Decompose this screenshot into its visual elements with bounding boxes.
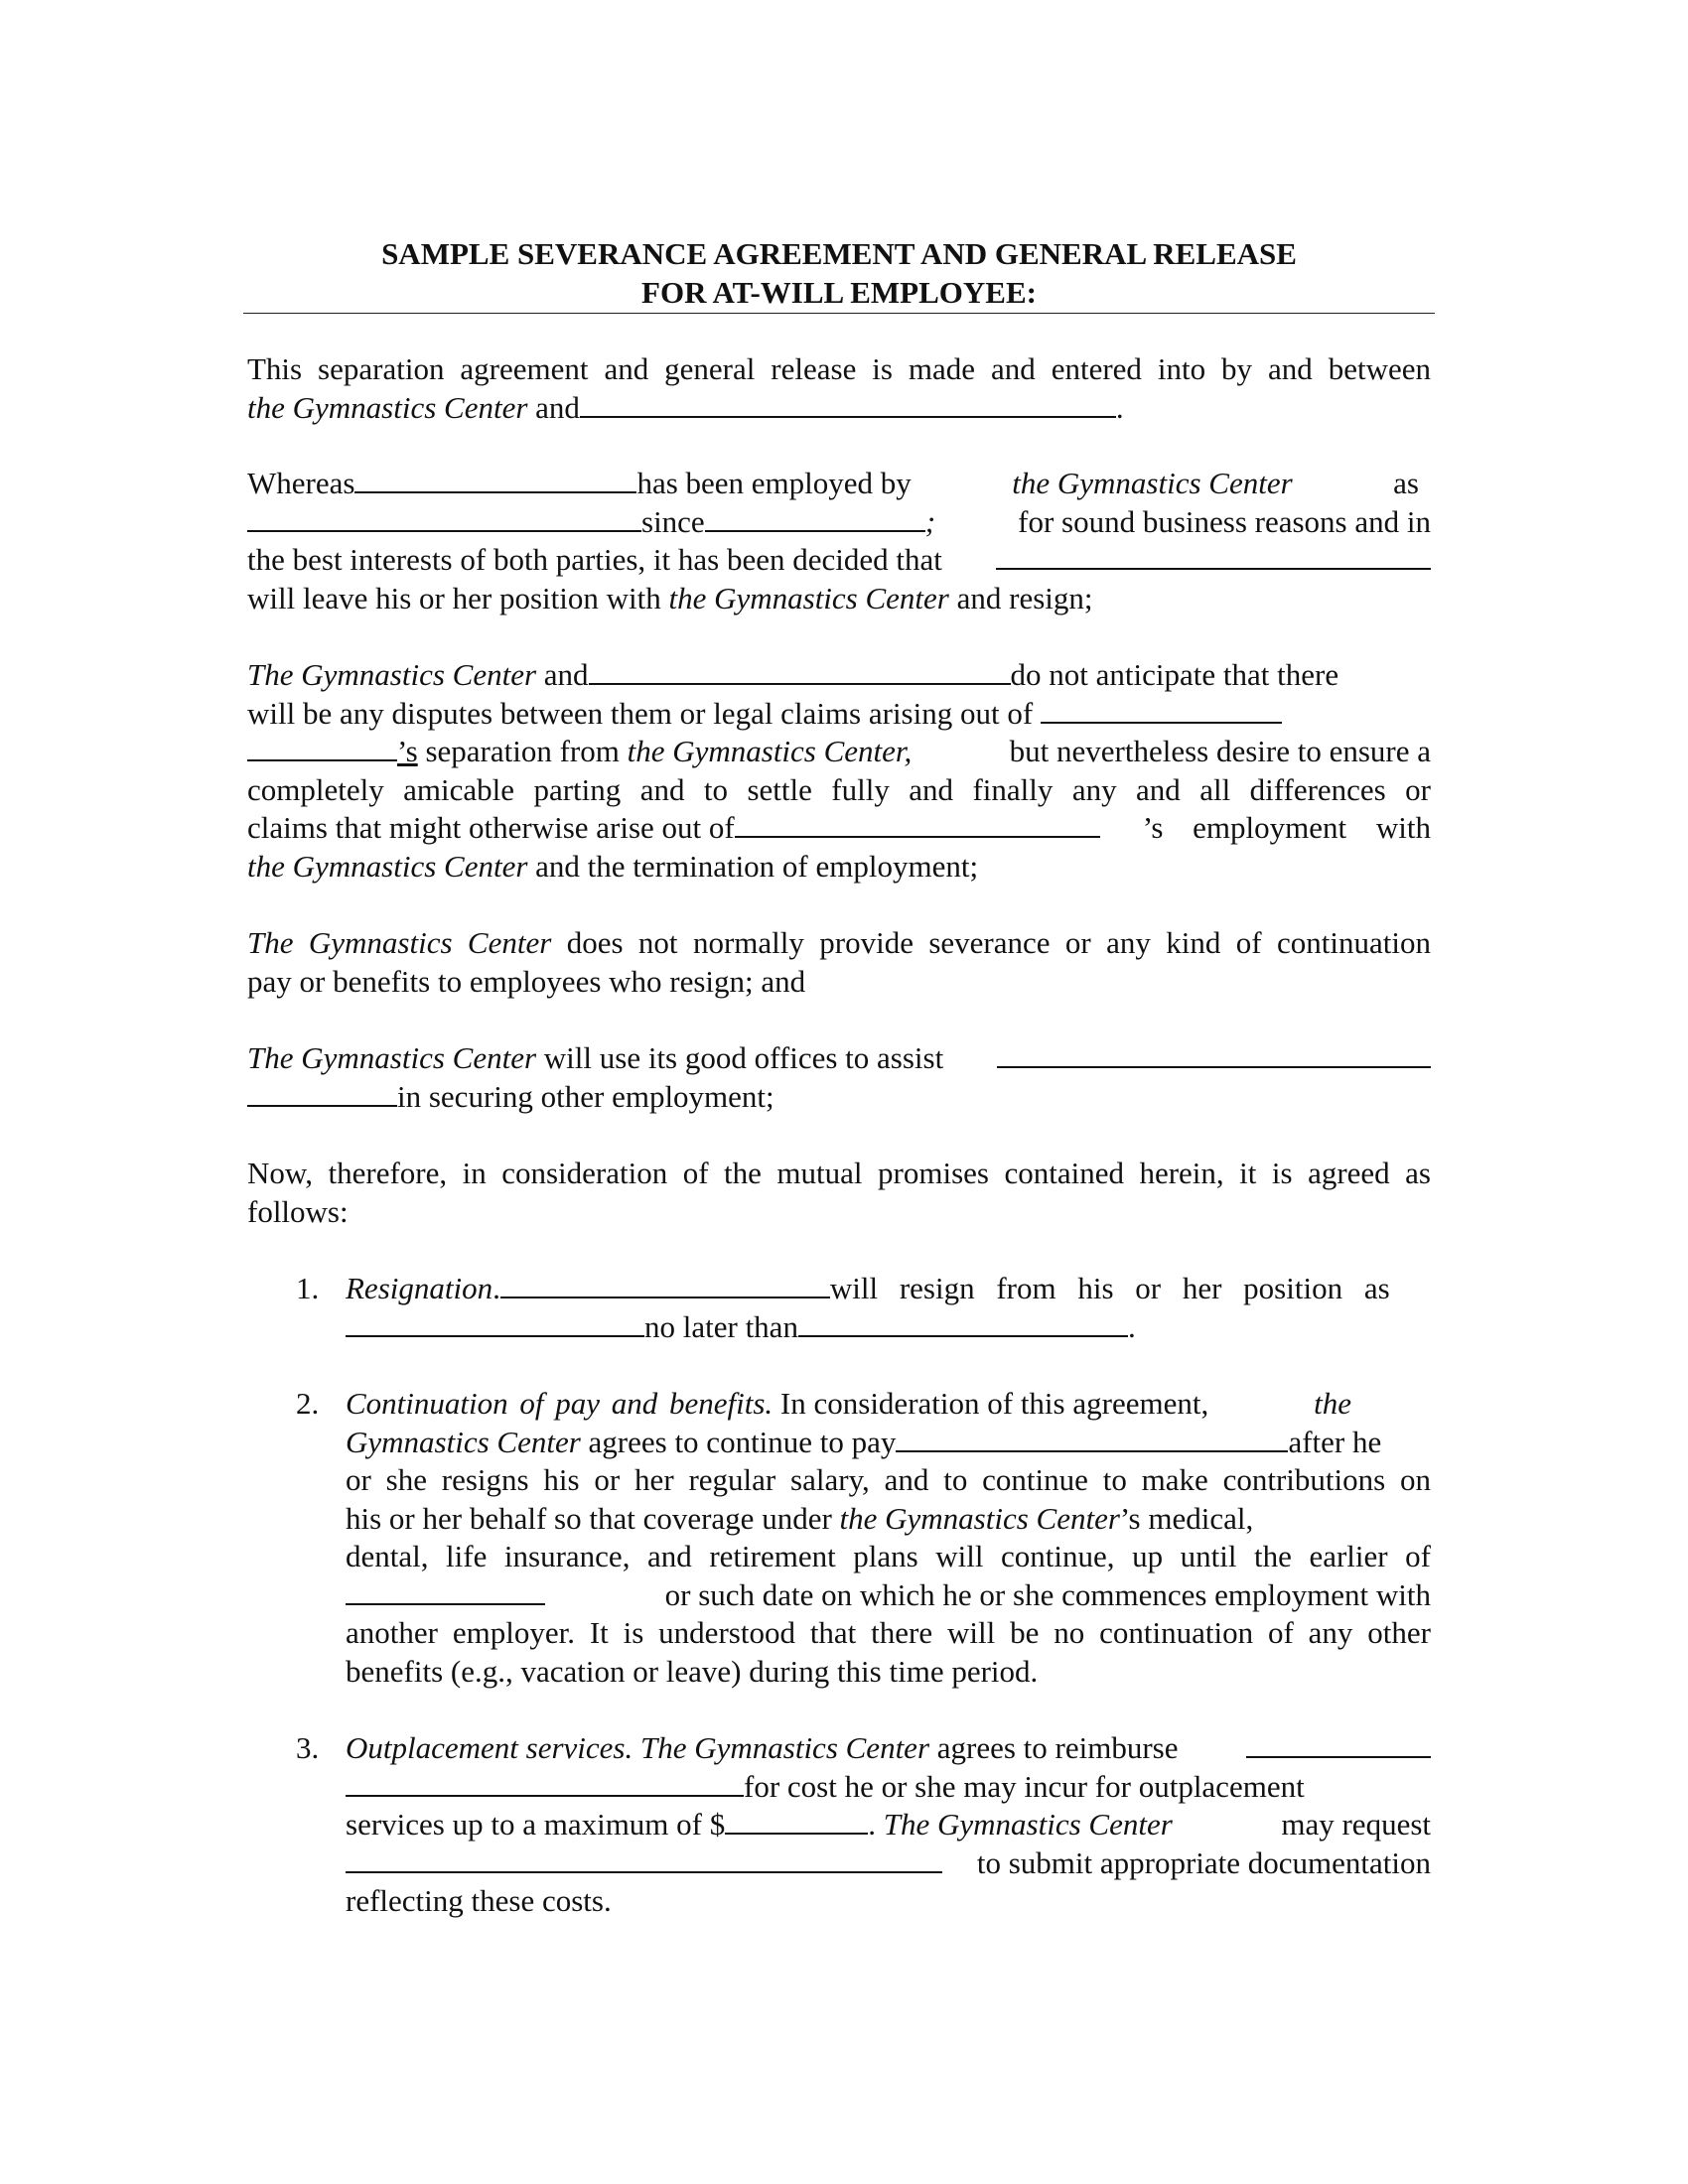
item-2-salary-text: or she resigns his or her regular salary, and to continue to make contributions on (346, 1462, 1431, 1497)
whereas-line-2 (247, 503, 1431, 542)
item-3-period: . (868, 1807, 876, 1842)
item-1-line-2 (346, 1308, 1431, 1347)
item-2-line-2 (346, 1424, 1431, 1462)
org-name: the Gymnastics Center (1012, 466, 1293, 500)
item-1-resign-text: will resign from his or her position as (829, 1271, 1390, 1305)
org-name: The Gymnastics Center (247, 925, 552, 960)
blank-employee-name-10[interactable] (500, 1270, 830, 1298)
disputes-employment-text: ’s employment with (1142, 810, 1431, 845)
blank-employee-name-2[interactable] (354, 465, 636, 493)
item-2-group-4 (346, 1500, 1253, 1539)
item-2-plans-text: dental, life insurance, and retirement plans will continue, up until the earlier of (346, 1539, 1431, 1573)
whereas-line-1 (247, 465, 1419, 503)
disputes-line-2 (247, 695, 1431, 734)
org-name: the Gymnastics Center, (627, 734, 913, 768)
org-name-part: Gymnastics Center (346, 1424, 581, 1459)
whereas-line-4 (247, 580, 1431, 618)
item-1-group (346, 1270, 1390, 1308)
org-name: The Gymnastics Center (247, 657, 537, 692)
blank-employee-name-9[interactable] (247, 1078, 397, 1107)
item-3-group-2 (346, 1768, 1305, 1807)
blank-end-date[interactable] (346, 1576, 545, 1605)
disputes-arise-text: claims that might otherwise arise out of (247, 810, 735, 845)
blank-resign-date[interactable] (798, 1308, 1128, 1337)
item-3-line-4 (346, 1844, 1431, 1883)
whereas-since-group (247, 503, 935, 542)
item-3-line-3 (346, 1806, 1431, 1844)
blank-employee-name-8[interactable] (997, 1039, 1431, 1068)
blank-position-2[interactable] (346, 1308, 644, 1337)
whereas-line-3 (247, 541, 1431, 580)
item-2-benefits-text: benefits (e.g., vacation or leave) during this time period. (346, 1653, 1039, 1689)
org-name: the Gymnastics Center (668, 580, 949, 615)
disputes-group-5 (247, 809, 1100, 848)
item-3-group (346, 1729, 1179, 1768)
item-1-heading: Resignation (346, 1271, 493, 1305)
whereas-label-group (247, 465, 912, 503)
org-name: the Gymnastics Center (839, 1500, 1120, 1536)
item-2-line-1 (346, 1385, 1351, 1424)
disputes-line-5 (247, 809, 1431, 848)
whereas-reasons-text: for sound business reasons and in (1018, 503, 1431, 539)
item-1-number: 1. (296, 1271, 320, 1305)
whereas-as: as (1393, 466, 1419, 500)
item-1-line-1 (346, 1270, 1419, 1308)
item-3-line-5 (346, 1882, 1431, 1921)
item-2-group-2 (346, 1424, 1381, 1462)
item-3-line-2 (346, 1768, 1370, 1807)
disputes-line-1 (247, 656, 1431, 695)
therefore-line-2 (247, 1193, 1431, 1232)
item-3-line-1 (346, 1729, 1431, 1768)
whereas-since: since (641, 503, 705, 539)
whereas-employed-text: has been employed by (636, 466, 912, 500)
org-name: the Gymnastics Center (247, 848, 528, 884)
intro-text: This separation agreement and general release is made and entered into by and between (247, 351, 1431, 386)
item-3-request-text: may request (1281, 1807, 1431, 1842)
severance-text: does not normally provide severance or any kind of continuation (566, 925, 1431, 960)
therefore-text: Now, therefore, in consideration of the mutual promises contained herein, it is agreed as (247, 1156, 1431, 1190)
item-2-employer-text: another employer. It is understood that there will be no continuation of any other (346, 1615, 1431, 1650)
item-2-consideration-text: In consideration of this agreement, (779, 1386, 1209, 1421)
therefore-follows: follows: (247, 1193, 349, 1229)
blank-position[interactable] (247, 503, 641, 532)
item-2-after-he: after he (1288, 1424, 1382, 1459)
item-3-group-3 (346, 1806, 1173, 1844)
org-name: the Gymnastics Center (247, 389, 528, 425)
blank-employee-name-5[interactable] (1041, 695, 1282, 724)
item-3-submit-text: to submit appropriate documentation (976, 1844, 1431, 1880)
title-divider (243, 313, 1435, 314)
whereas-semicolon: ; (924, 503, 936, 539)
item-2-line-4 (346, 1500, 1392, 1539)
blank-employee-name-12[interactable] (346, 1768, 744, 1797)
org-name: The Gymnastics Center (247, 1040, 537, 1075)
item-2-commences-text: or such date on which he or she commences employment with (664, 1576, 1431, 1612)
assist-line-2 (247, 1078, 1431, 1117)
severance-text-2: pay or benefits to employees who resign; and (247, 963, 806, 999)
intro-period: . (1115, 389, 1124, 425)
disputes-line-6 (247, 848, 1431, 887)
org-name: The Gymnastics Center (639, 1730, 930, 1765)
disputes-amicable-text: completely amicable parting and to settle fully and finally any and all differences or (247, 771, 1431, 807)
disputes-possessive: ’s (397, 734, 418, 768)
whereas-resign-text: and resign; (956, 580, 1093, 615)
severance-line-2 (247, 963, 1431, 1002)
disputes-separation-text: separation from (425, 734, 620, 768)
assist-text-2: in securing other employment; (397, 1078, 774, 1114)
blank-employee-name-4[interactable] (589, 656, 1011, 685)
disputes-claims-text: will be any disputes between them or legal claims arising out of (247, 695, 1034, 731)
item-2-line-6 (346, 1576, 1431, 1615)
item-3-cost-text: for cost he or she may incur for outplacement (744, 1768, 1305, 1804)
item-3-reimburse-text: agrees to reimburse (936, 1730, 1179, 1765)
disputes-termination-text: and the termination of employment; (535, 848, 979, 884)
assist-group (247, 1039, 943, 1078)
intro-and: and (535, 389, 580, 425)
item-1-end-period: . (1127, 1308, 1136, 1344)
blank-employee-name-6[interactable] (247, 733, 397, 761)
blank-employee-name-7[interactable] (735, 809, 1100, 838)
disputes-and: and (543, 657, 589, 692)
item-3-maximum-text: services up to a maximum of $ (346, 1807, 726, 1842)
item-2-medical-text: ’s medical, (1119, 1500, 1254, 1536)
blank-employee-name-13[interactable] (346, 1844, 942, 1873)
item-2-pay-text: agrees to continue to pay (588, 1424, 897, 1459)
item-3-heading: Outplacement services. (346, 1730, 633, 1765)
blank-max-amount[interactable] (725, 1806, 868, 1835)
item-2-heading: Continuation of pay and benefits. (346, 1386, 774, 1421)
disputes-desire-text: but nevertheless desire to ensure a (1009, 734, 1431, 768)
blank-employee-name-3[interactable] (996, 541, 1431, 570)
assist-text: will use its good offices to assist (543, 1040, 944, 1075)
disputes-group-1 (247, 656, 1338, 695)
whereas-label: Whereas (247, 466, 355, 500)
blank-pay-duration[interactable] (896, 1424, 1288, 1452)
blank-employee-name[interactable] (580, 389, 1116, 418)
org-name-part: the (1314, 1386, 1351, 1421)
item-3-number: 3. (296, 1730, 320, 1765)
disputes-group-3 (247, 733, 912, 771)
item-2-line-8 (346, 1653, 1431, 1692)
document-title (243, 234, 1435, 312)
blank-start-date[interactable] (705, 503, 925, 532)
intro-paragraph-line-2 (247, 389, 1431, 428)
whereas-leave-text: will leave his or her position with (247, 580, 661, 615)
item-2-number: 2. (296, 1386, 320, 1421)
blank-employee-name-11[interactable] (1246, 1729, 1431, 1758)
disputes-line-3 (247, 733, 1431, 771)
org-name: The Gymnastics Center (883, 1807, 1173, 1842)
disputes-anticipate-text: do not anticipate that there (1010, 657, 1339, 692)
item-1-no-later-than: no later than (644, 1308, 798, 1344)
title-line-2: FOR AT-WILL EMPLOYEE: (641, 275, 1037, 310)
item-2-group (346, 1385, 1208, 1424)
item-1-period: . (492, 1271, 500, 1305)
title-line-1: SAMPLE SEVERANCE AGREEMENT AND GENERAL RELEASE (381, 236, 1297, 271)
item-3-costs-text: reflecting these costs. (346, 1883, 612, 1918)
item-2-coverage-text: his or her behalf so that coverage under (346, 1500, 832, 1536)
assist-line-1 (247, 1039, 1431, 1078)
whereas-decided-text: the best interests of both parties, it has been decided that (247, 542, 942, 577)
